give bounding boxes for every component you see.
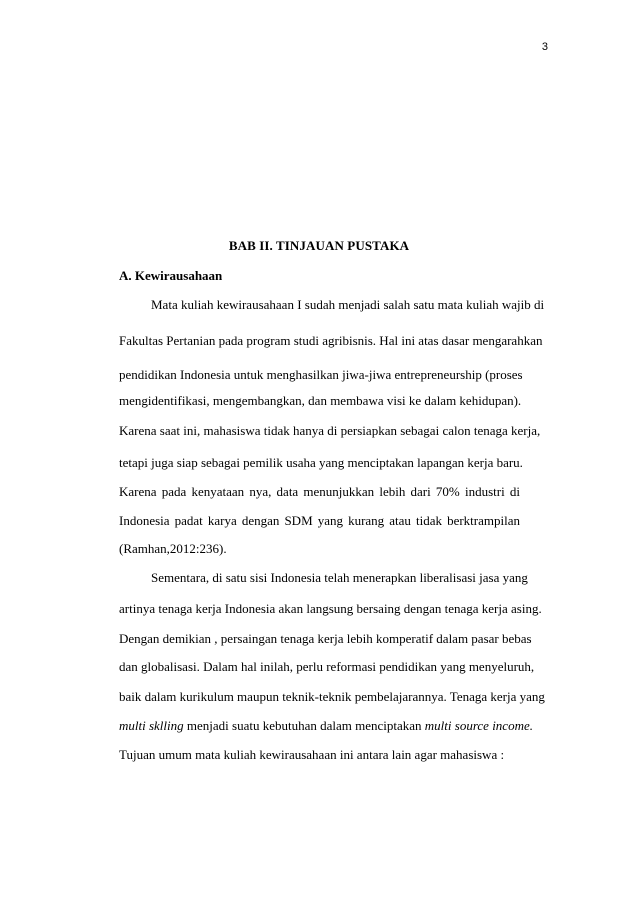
paragraph-line: dan globalisasi. Dalam hal inilah, perlu reformasi pendidikan yang menyeluruh,: [119, 659, 535, 674]
paragraph-line: Karena saat ini, mahasiswa tidak hanya di persiapkan sebagai calon tenaga kerja,: [119, 423, 541, 438]
chapter-title: BAB II. TINJAUAN PUSTAKA: [228, 238, 410, 253]
paragraph-line: artinya tenaga kerja Indonesia akan langsung bersaing dengan tenaga kerja asing.: [119, 601, 542, 616]
paragraph-line: (Ramhan,2012:236).: [119, 541, 227, 556]
paragraph-line-mixed: [119, 718, 533, 733]
paragraph-line: Sementara, di satu sisi Indonesia telah menerapkan liberalisasi jasa yang: [151, 570, 528, 585]
paragraph-line: Karena pada kenyataan nya, data menunjukkan lebih dari 70% industri di: [119, 484, 520, 499]
paragraph-line: Mata kuliah kewirausahaan I sudah menjadi salah satu mata kuliah wajib di: [151, 297, 545, 312]
italic-term: multi source income.: [424, 718, 533, 733]
paragraph-line: Fakultas Pertanian pada program studi agribisnis. Hal ini atas dasar mengarahkan: [119, 333, 543, 348]
paragraph-line: Indonesia padat karya dengan SDM yang kurang atau tidak berktrampilan: [119, 513, 520, 528]
paragraph-line: pendidikan Indonesia untuk menghasilkan jiwa-jiwa entrepreneurship (proses: [119, 367, 523, 382]
paragraph-line: baik dalam kurikulum maupun teknik-teknik pembelajarannya. Tenaga kerja yang: [119, 689, 545, 704]
paragraph-line: Tujuan umum mata kuliah kewirausahaan ini antara lain agar mahasiswa :: [119, 747, 505, 762]
section-heading: A. Kewirausahaan: [119, 268, 223, 283]
paragraph-line: tetapi juga siap sebagai pemilik usaha yang menciptakan lapangan kerja baru.: [119, 455, 523, 470]
line-text: menjadi suatu kebutuhan dalam menciptakan: [183, 718, 425, 733]
italic-term: multi sklling: [119, 718, 184, 733]
paragraph-line: mengidentifikasi, mengembangkan, dan membawa visi ke dalam kehidupan).: [119, 393, 522, 408]
paragraph-line: Dengan demikian , persaingan tenaga kerja lebih komperatif dalam pasar bebas: [119, 631, 532, 646]
page-number: 3: [541, 41, 548, 53]
